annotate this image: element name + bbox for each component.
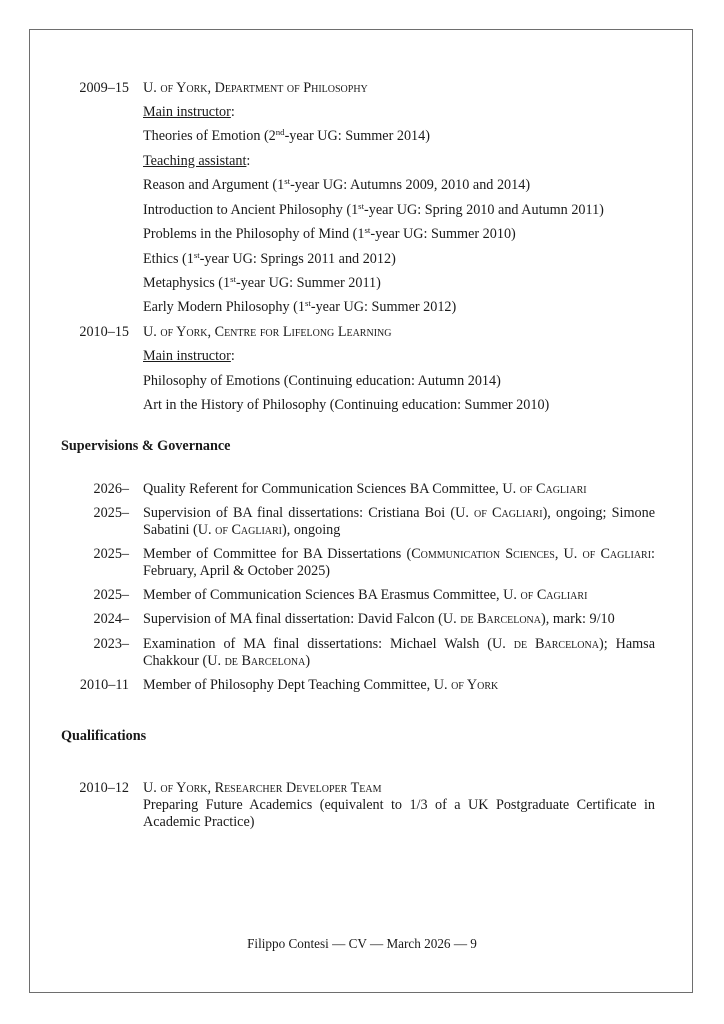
section-heading-qualifications: Qualifications [61,728,147,744]
entry-date: 2025– [93,546,129,562]
entry-date: 2025– [93,505,129,521]
entry-date: 2009–15 [79,80,129,96]
entry-institution: U. of York, Centre for Lifelong Learning [143,324,392,340]
entry-date: 2026– [93,481,129,497]
supervision-text: Supervision of BA final dissertations: Cristiana Boi (U. of Cagliari), ongoing; Simone Sabatini (U. of Cagliari), ongoing [143,505,655,538]
entry-date: 2010–11 [79,677,129,693]
entry-institution: U. of York, Department of Philosophy [143,80,368,96]
section-heading-supervisions: Supervisions & Governance [61,438,231,454]
supervision-text: Member of Committee for BA Dissertations (Communication Sciences, U. of Cagliari: February, April & October 2025) [143,546,655,579]
qualification-description: Preparing Future Academics (equivalent to 1/3 of a UK Postgraduate Certificate in Academic Practice) [143,797,655,830]
supervision-text: Member of Communication Sciences BA Erasmus Committee, U. of Cagliari [143,587,588,603]
supervision-text: Supervision of MA final dissertation: David Falcon (U. de Barcelona), mark: 9/10 [143,611,615,627]
role-label: Main instructor [143,348,231,364]
entry-institution: U. of York, Researcher Developer Team [143,780,382,796]
entry-date: 2010–15 [79,324,129,340]
entry-date: 2024– [93,611,129,627]
supervision-text: Quality Referent for Communication Sciences BA Committee, U. of Cagliari [143,481,587,497]
role-label: Main instructor [143,104,231,120]
entry-date: 2023– [93,636,129,652]
role-label: Teaching assistant [143,153,247,169]
entry-date: 2025– [93,587,129,603]
entry-date: 2010–12 [79,780,129,796]
supervision-text: Member of Philosophy Dept Teaching Committee, U. of York [143,677,499,693]
supervision-text: Examination of MA final dissertations: Michael Walsh (U. de Barcelona); Hamsa Chakkour (U. de Barcelona) [143,636,655,669]
page-footer: Filippo Contesi — CV — March 2026 — 9 [247,936,477,951]
